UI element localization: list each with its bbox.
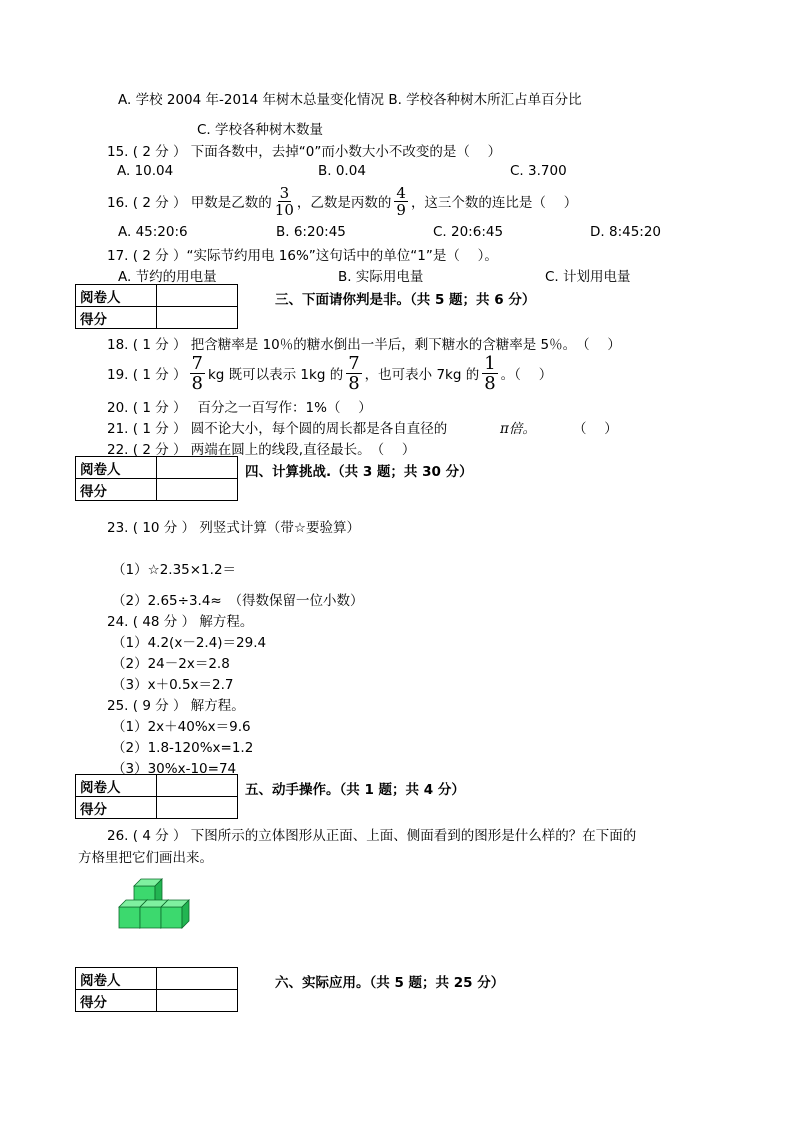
- score-label: 得分: [76, 797, 157, 819]
- q19-prefix: 19. ( 1 分 ）: [107, 367, 187, 383]
- q17-option-b: B. 实际用电量: [338, 269, 424, 285]
- q16-prefix: 16. ( 2 分 ） 甲数是乙数的: [107, 195, 272, 211]
- score-cell: [157, 307, 238, 329]
- score-table-section-5: [75, 774, 238, 819]
- q16-middle: ，乙数是丙数的: [296, 195, 392, 211]
- section-4-title: 四、计算挑战.（共 3 题；共 30 分）: [245, 464, 473, 480]
- q21-stem: 21. ( 1 分 ） 圆不论大小，每个圆的周长都是各自直径的: [107, 421, 448, 437]
- score-cell: [157, 797, 238, 819]
- q18-stem: 18. ( 1 分 ） 把含糖率是 10％的糖水倒出一半后，剩下糖水的含糖率是 5％。 （ ）: [107, 337, 621, 353]
- q22-stem: 22. ( 2 分 ） 两端在圆上的线段,直径最长。 （ ）: [107, 442, 416, 458]
- q19-fraction-b: [346, 354, 361, 393]
- q19-fraction-a: [190, 354, 205, 393]
- score-label: 得分: [76, 307, 157, 329]
- score-label: 得分: [76, 479, 157, 501]
- fraction-numerator: 1: [484, 352, 496, 374]
- q26-stem-line-2: 方格里把它们画出来。: [78, 850, 213, 866]
- q21-pi: π倍。: [500, 421, 536, 437]
- q17-option-c: C. 计划用电量: [545, 269, 631, 285]
- q21-answer-blank: （ ）: [573, 421, 618, 437]
- q24-stem: 24. ( 48 分 ） 解方程。: [107, 614, 254, 630]
- q23-part-2: （2）2.65÷3.4≈ （得数保留一位小数）: [112, 593, 364, 609]
- score-label: 得分: [76, 990, 157, 1012]
- score-table-section-6: [75, 967, 238, 1012]
- fraction-denominator: 8: [484, 372, 496, 394]
- q20-stem: 20. ( 1 分 ） 百分之一百写作：1%（ ）: [107, 400, 372, 416]
- reviewer-cell: [157, 285, 238, 307]
- fraction-denominator: 8: [191, 372, 203, 394]
- reviewer-cell: [157, 457, 238, 479]
- q16-suffix: ，这三个数的连比是（ ）: [410, 195, 578, 211]
- reviewer-label: 阅卷人: [76, 457, 157, 479]
- score-cell: [157, 479, 238, 501]
- cube-front-face-3: [161, 907, 182, 928]
- q16-fraction-2: [394, 185, 408, 218]
- q19-middle: kg 既可以表示 1kg 的: [207, 367, 344, 383]
- section-3-title: 三、下面请你判是非。（共 5 题；共 6 分）: [275, 292, 536, 308]
- cube-figure-group: [119, 879, 189, 928]
- reviewer-cell: [157, 968, 238, 990]
- q19-stem: [107, 352, 552, 394]
- reviewer-label: 阅卷人: [76, 968, 157, 990]
- q19-fraction-c: [482, 354, 497, 393]
- fraction-numerator: 7: [191, 352, 203, 374]
- q15-option-b: B. 0.04: [318, 163, 366, 179]
- reviewer-cell: [157, 775, 238, 797]
- q14-options-ab: A. 学校 2004 年-2014 年树木总量变化情况 B. 学校各种树木所汇占单百分比: [118, 92, 582, 108]
- q26-stem-line-1: 26. ( 4 分 ） 下图所示的立体图形从正面、上面、侧面看到的图形是什么样的？在下面的: [107, 828, 637, 844]
- fraction-numerator: 4: [396, 183, 406, 202]
- q16-option-b: B. 6:20:45: [276, 224, 346, 240]
- cube-figure: [117, 877, 199, 931]
- q15-option-c: C. 3.700: [510, 163, 567, 179]
- fraction-denominator: 9: [396, 200, 406, 219]
- q15-stem: 15. ( 2 分 ） 下面各数中，去掉“0”而小数大小不改变的是（ ）: [107, 144, 502, 160]
- q16-option-a: A. 45:20:6: [118, 224, 188, 240]
- section-6-title: 六、实际应用。（共 5 题；共 25 分）: [275, 975, 505, 991]
- score-table-section-3: [75, 284, 238, 329]
- q24-part-2: （2）24－2x＝2.8: [112, 656, 230, 672]
- q15-option-a: A. 10.04: [117, 163, 174, 179]
- score-table-section-4: [75, 456, 238, 501]
- section-5-title: 五、动手操作。（共 1 题；共 4 分）: [245, 782, 465, 798]
- q16-fraction-1: [275, 185, 294, 218]
- q24-part-1: （1）4.2(x－2.4)＝29.4: [112, 635, 267, 651]
- fraction-numerator: 7: [348, 352, 360, 374]
- q25-part-3: （3）30%x-10=74: [112, 761, 237, 777]
- q16-option-d: D. 8:45:20: [590, 224, 662, 240]
- q25-part-2: （2）1.8-120%x=1.2: [112, 740, 254, 756]
- q25-part-1: （1）2x＋40%x＝9.6: [112, 719, 251, 735]
- q16-stem: [107, 183, 577, 219]
- q23-stem: 23. ( 10 分 ） 列竖式计算（带☆要验算）: [107, 520, 360, 536]
- q17-stem: 17. ( 2 分 ）“实际节约用电 16%”这句话中的单位“1”是（ ）。: [107, 248, 498, 264]
- fraction-numerator: 3: [279, 183, 290, 202]
- q19-suffix: 。（ ）: [500, 367, 553, 383]
- q23-part-1: （1）☆2.35×1.2＝: [112, 562, 237, 578]
- reviewer-label: 阅卷人: [76, 775, 157, 797]
- q24-part-3: （3）x＋0.5x＝2.7: [112, 677, 234, 693]
- q16-option-c: C. 20:6:45: [433, 224, 504, 240]
- cube-front-face-1: [119, 907, 140, 928]
- reviewer-label: 阅卷人: [76, 285, 157, 307]
- fraction-denominator: 10: [274, 200, 294, 219]
- q17-option-a: A. 节约的用电量: [118, 269, 217, 285]
- q14-option-c: C. 学校各种树木数量: [197, 122, 324, 138]
- fraction-denominator: 8: [348, 372, 360, 394]
- score-cell: [157, 990, 238, 1012]
- q19-middle-2: ，也可表小 7kg 的: [364, 367, 480, 383]
- cube-front-face-2: [140, 907, 161, 928]
- q25-stem: 25. ( 9 分 ） 解方程。: [107, 698, 245, 714]
